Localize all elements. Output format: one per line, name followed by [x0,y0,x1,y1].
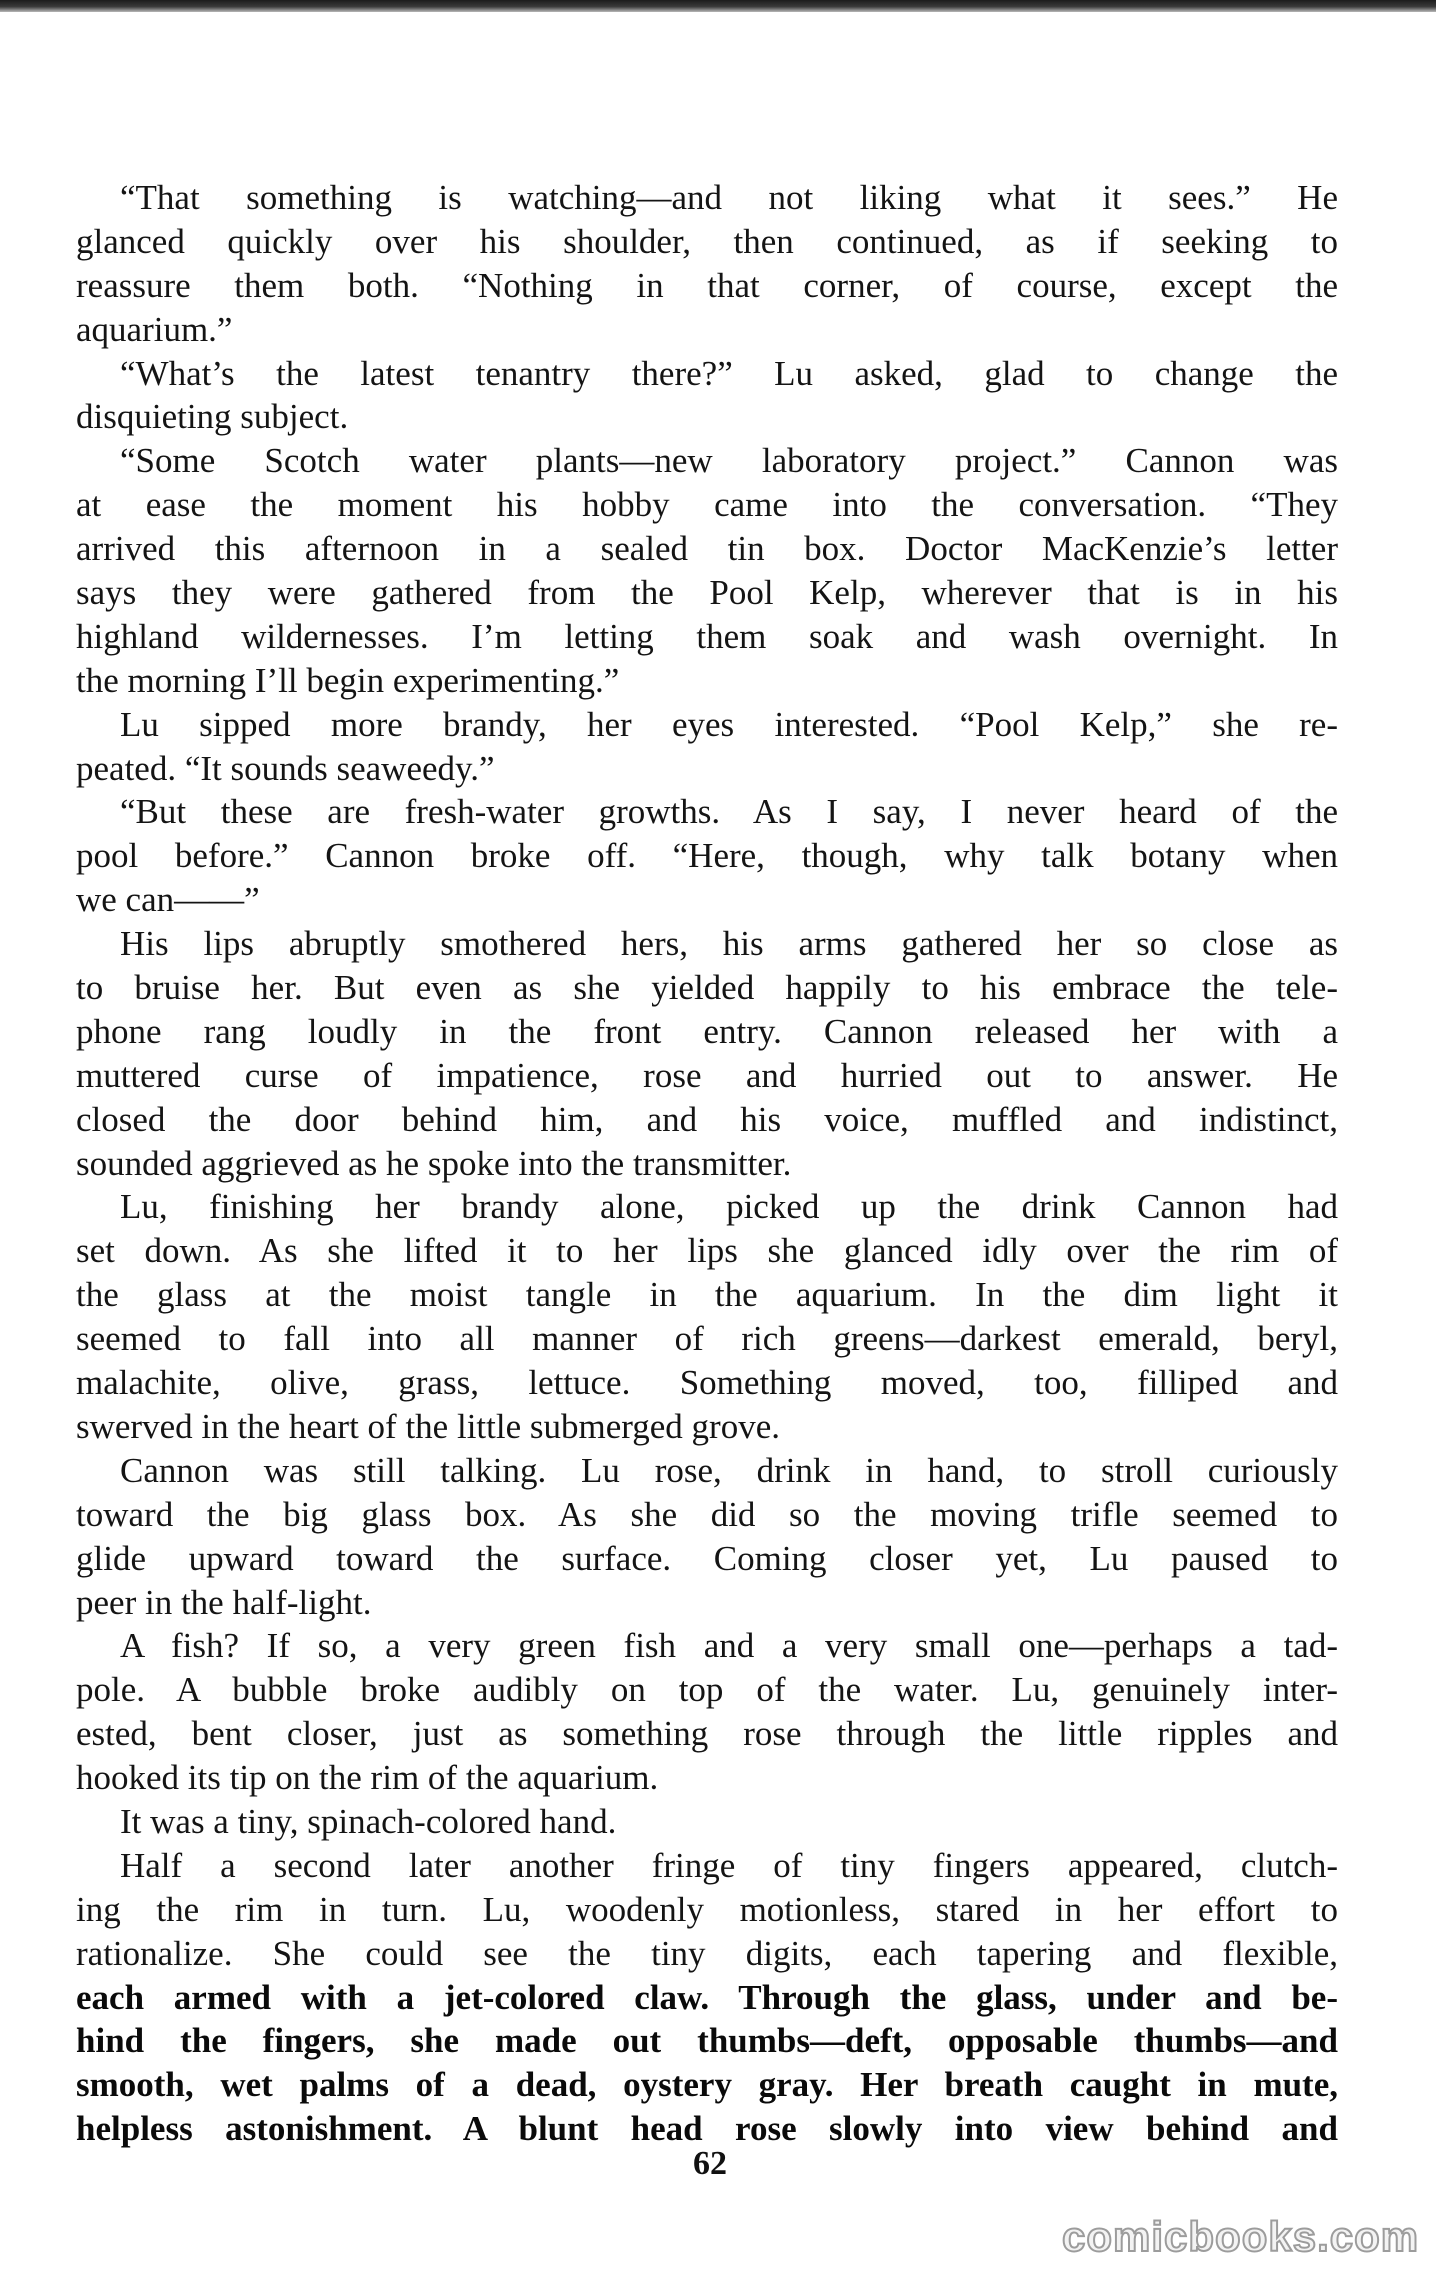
text-line: muttered curse of impatience, rose and hurried out to answer. He [76,1055,1338,1095]
text-line: phone rang loudly in the front entry. Cannon released her with a [76,1011,1338,1051]
text-line: closed the door behind him, and his voice, muffled and indistinct, [76,1099,1338,1139]
text-line: reassure them both. “Nothing in that corner, of course, except the [76,265,1338,305]
text-line: malachite, olive, grass, lettuce. Something moved, too, filliped and [76,1363,1338,1403]
paragraph [76,1624,1338,1800]
text-line: at ease the moment his hobby came into the conversation. “They [76,485,1338,525]
paragraph [76,1449,1338,1625]
text-line: Half a second later another fringe of tiny fingers appeared, clutch- [120,1845,1338,1885]
text-line: hind the fingers, she made out thumbs—deft, opposable thumbs—and [76,2021,1338,2061]
text-line: rationalize. She could see the tiny digits, each tapering and flexible, [76,1933,1338,1973]
paragraph [76,439,1338,702]
text-line: glide upward toward the surface. Coming closer yet, Lu paused to [76,1538,1338,1578]
paragraph [76,790,1338,922]
text-line: swerved in the heart of the little submerged grove. [76,1406,780,1446]
text-line: arrived this afternoon in a sealed tin box. Doctor MacKenzie’s letter [76,529,1338,569]
text-line: sounded aggrieved as he spoke into the transmitter. [76,1143,792,1183]
text-line: set down. As she lifted it to her lips she glanced idly over the rim of [76,1231,1338,1271]
text-line: His lips abruptly smothered hers, his arms gathered her so close as [120,924,1338,964]
text-line: pool before.” Cannon broke off. “Here, though, why talk botany when [76,836,1338,876]
text-line: peer in the half-light. [76,1582,372,1622]
body-text [76,176,1338,2151]
text-line: “But these are fresh-water growths. As I say, I never heard of the [120,792,1338,832]
scan-edge [0,0,1436,12]
text-line: aquarium.” [76,309,233,349]
paragraph [76,922,1338,1185]
text-line: we can——” [76,880,260,920]
text-line: to bruise her. But even as she yielded happily to his embrace the tele- [76,968,1338,1008]
text-line: ested, bent closer, just as something rose through the little ripples and [76,1714,1338,1754]
text-line: highland wildernesses. I’m letting them soak and wash overnight. In [76,616,1338,656]
text-line: each armed with a jet-colored claw. Through the glass, under and be- [76,1977,1338,2017]
text-line: It was a tiny, spinach-colored hand. [120,1801,617,1841]
text-line: the morning I’ll begin experimenting.” [76,660,620,700]
text-line: the glass at the moist tangle in the aquarium. In the dim light it [76,1275,1338,1315]
paragraph [76,352,1338,440]
text-line: says they were gathered from the Pool Kelp, wherever that is in his [76,573,1338,613]
text-line: Lu, finishing her brandy alone, picked up the drink Cannon had [120,1187,1338,1227]
text-line: toward the big glass box. As she did so the moving trifle seemed to [76,1494,1338,1534]
page-number: 62 [693,2145,727,2182]
text-line: disquieting subject. [76,397,349,437]
text-line: Cannon was still talking. Lu rose, drink in hand, to stroll curiously [120,1450,1338,1490]
paragraph [76,1185,1338,1448]
text-line: A fish? If so, a very green fish and a very small one—perhaps a tad- [120,1626,1338,1666]
text-line: peated. “It sounds seaweedy.” [76,748,495,788]
text-line: “That something is watching—and not liking what it sees.” He [120,178,1338,217]
text-line: helpless astonishment. A blunt head rose slowly into view behind and [76,2109,1338,2149]
paragraph [76,176,1338,352]
text-line: hooked its tip on the rim of the aquarium. [76,1758,659,1798]
text-line: ing the rim in turn. Lu, woodenly motionless, stared in her effort to [76,1889,1338,1929]
watermark: comicbooks.com [1062,2213,1420,2260]
text-line: “What’s the latest tenantry there?” Lu asked, glad to change the [120,353,1338,393]
paragraph [76,1800,1338,1844]
text-line: smooth, wet palms of a dead, oystery gray. Her breath caught in mute, [76,2065,1338,2105]
text-line: glanced quickly over his shoulder, then continued, as if seeking to [76,221,1338,261]
paragraph [76,1844,1338,2151]
text-line: pole. A bubble broke audibly on top of the water. Lu, genuinely inter- [76,1670,1338,1710]
paragraph [76,703,1338,791]
text-line: “Some Scotch water plants—new laboratory project.” Cannon was [120,441,1338,481]
text-line: seemed to fall into all manner of rich greens—darkest emerald, beryl, [76,1319,1338,1359]
text-line: Lu sipped more brandy, her eyes interested. “Pool Kelp,” she re- [120,704,1338,744]
